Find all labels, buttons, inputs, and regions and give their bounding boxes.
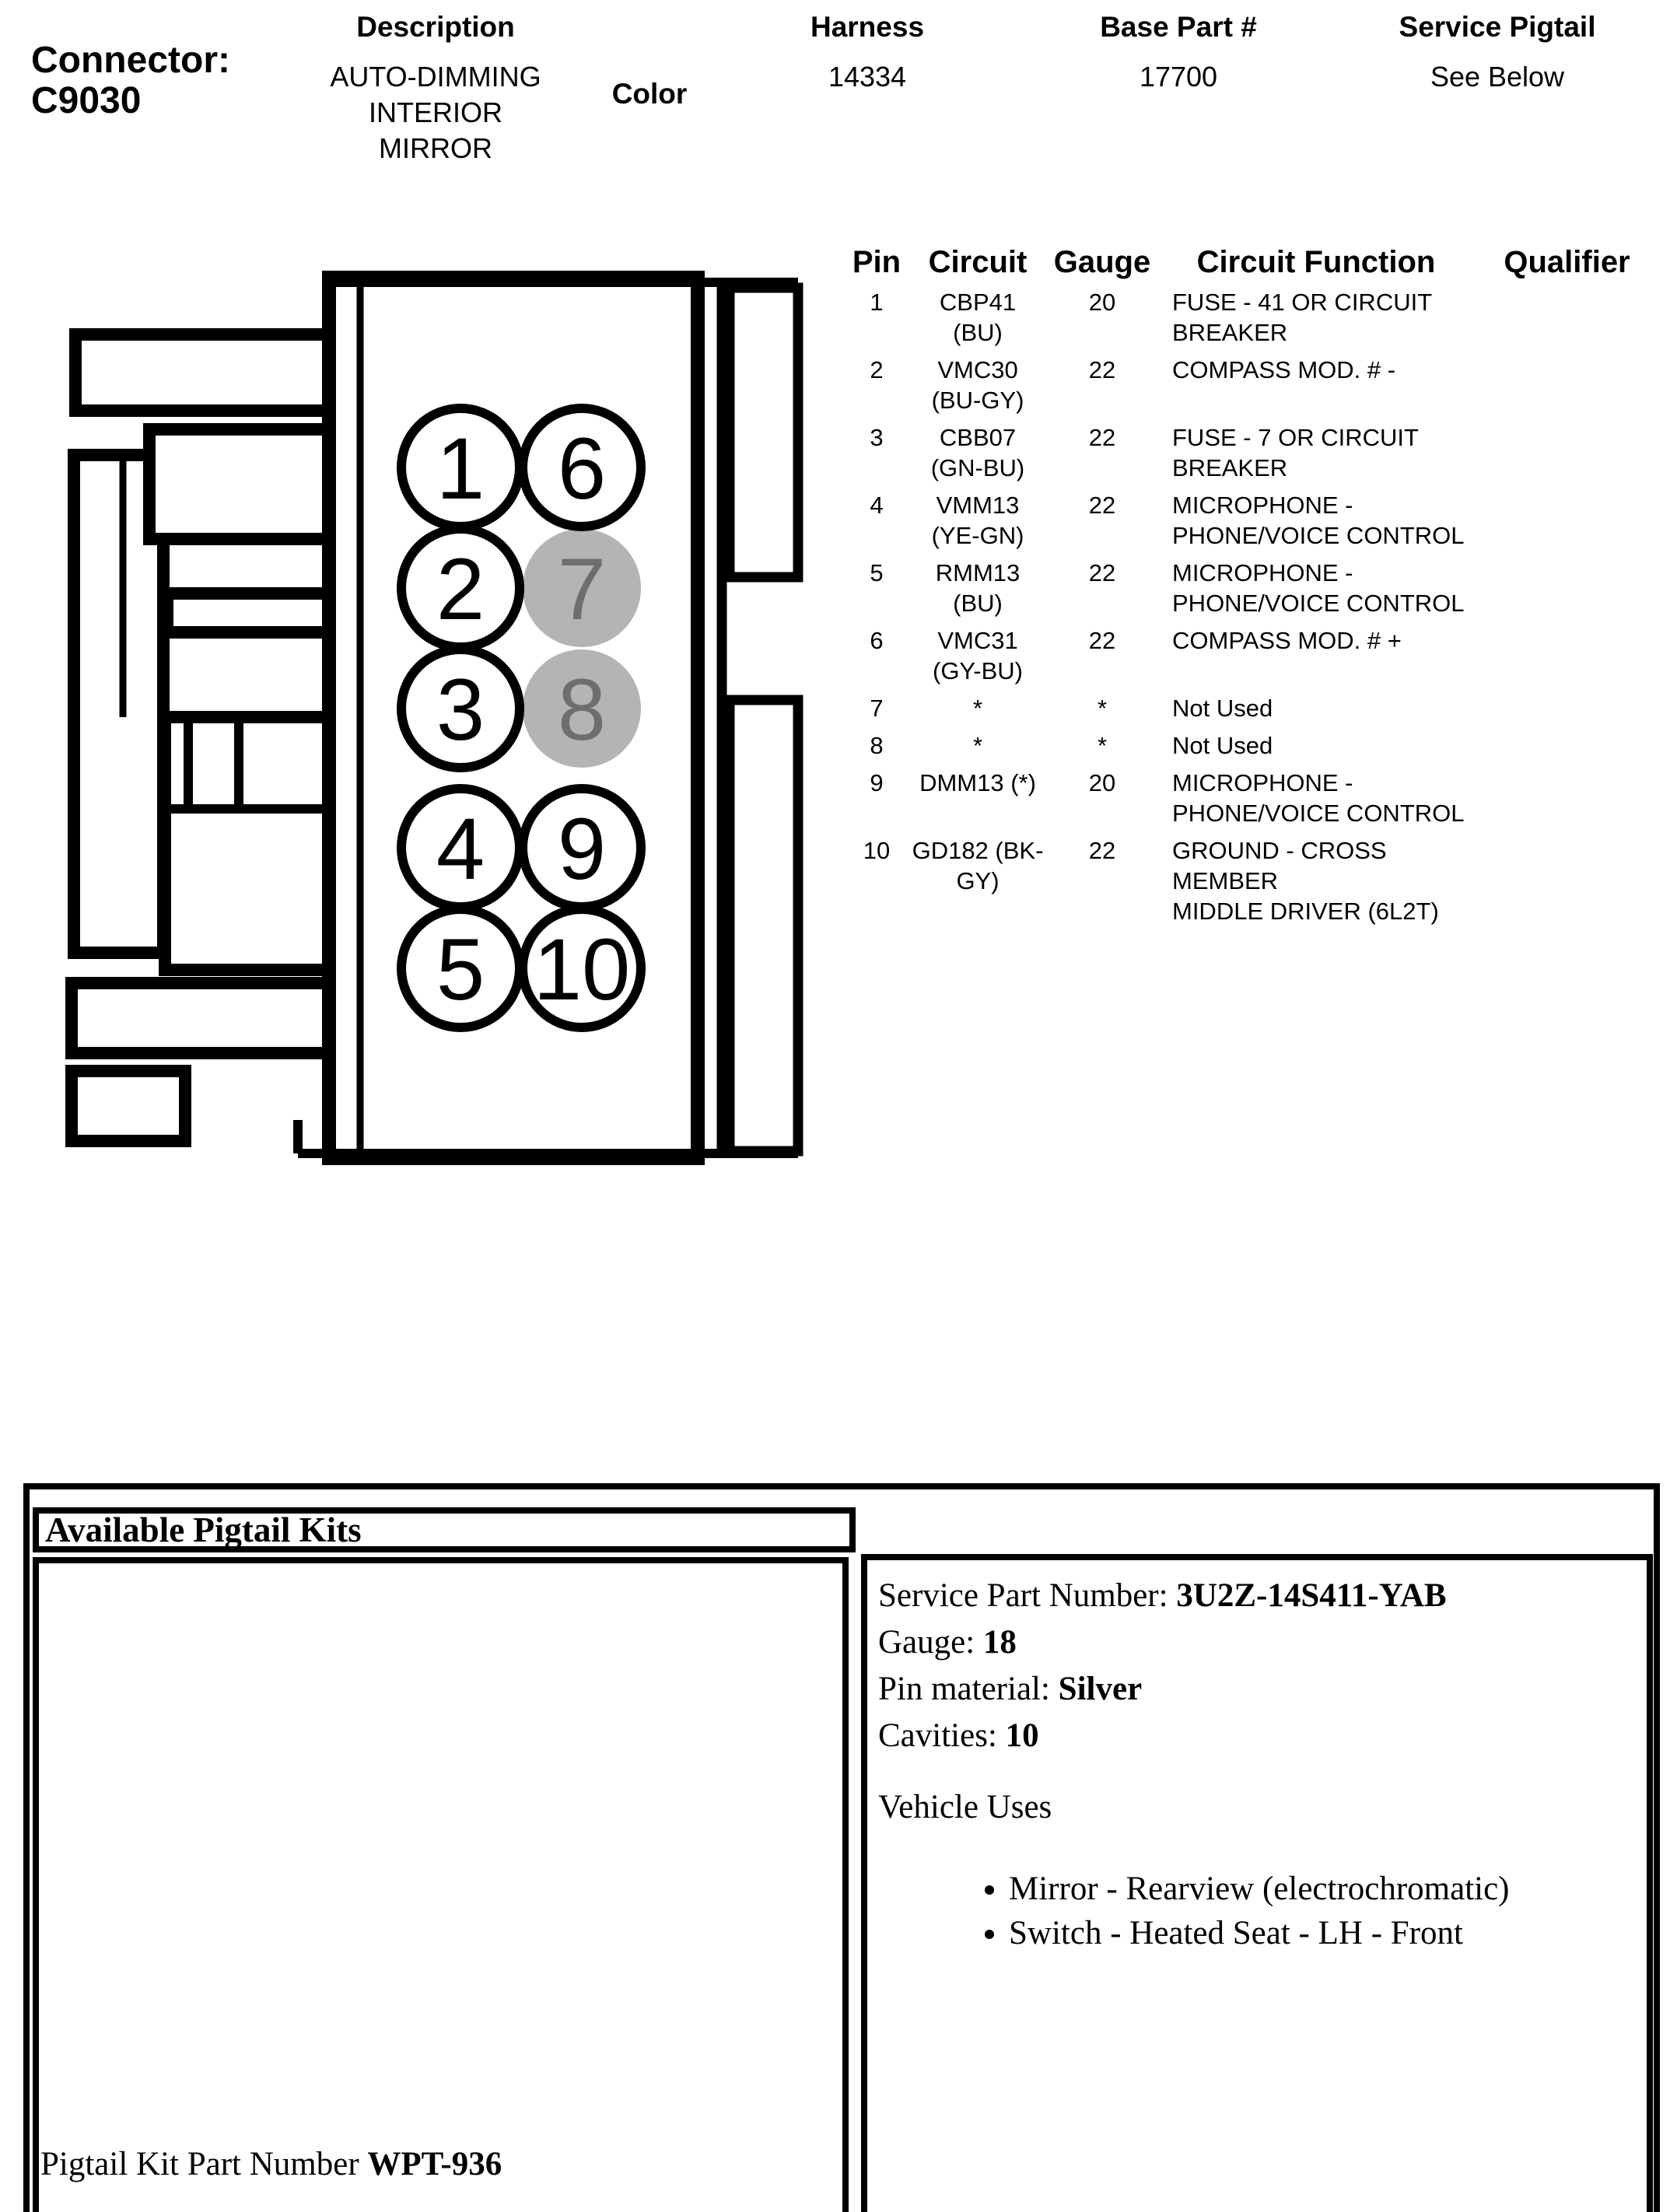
value-line: 14334 [828, 61, 907, 93]
table-cell: CBB07 (GN-BU) [930, 424, 1025, 481]
table-cell: MICROPHONE - PHONE/VOICE CONTROL [1172, 559, 1465, 617]
service-part-number-value: 3U2Z-14S411-YAB [1176, 1577, 1447, 1614]
table-cell: VMC31 (GY-BU) [933, 627, 1023, 684]
table-cell: FUSE - 7 OR CIRCUIT BREAKER [1172, 424, 1419, 481]
harness-label: Harness [810, 11, 925, 43]
table-row [849, 422, 1661, 483]
header-col-description [288, 11, 583, 166]
col-header-qualifier: Qualifier [1504, 245, 1630, 279]
housing-tab-bottom-wide [72, 983, 329, 1053]
service-pigtail-label: Service Pigtail [1399, 11, 1596, 43]
service-part-number-line [878, 1573, 1647, 1619]
table-row [849, 355, 1661, 415]
housing-tab-top [75, 334, 329, 411]
pin-number: 2 [436, 541, 485, 638]
pin-number: 8 [557, 661, 607, 758]
pigtail-kit-box [33, 1557, 849, 2212]
table-cell: 22 [1088, 627, 1116, 654]
table-cell: 22 [1088, 424, 1116, 451]
table-cell: 8 [870, 732, 884, 759]
table-cell: 20 [1088, 289, 1116, 316]
pin-number: 7 [557, 541, 607, 638]
table-row [849, 490, 1661, 551]
table-cell: * [1097, 695, 1108, 722]
housing-lock-bottom [730, 700, 798, 1151]
table-cell: DMM13 (*) [919, 769, 1036, 796]
table-row [849, 558, 1661, 618]
value-line: INTERIOR [368, 96, 502, 128]
kit-part-number-line [40, 2145, 502, 2183]
pin-number: 5 [436, 921, 485, 1018]
table-cell: MICROPHONE - PHONE/VOICE CONTROL [1172, 769, 1465, 827]
table-cell: VMC30 (BU-GY) [931, 356, 1024, 414]
value-line: MIRROR [379, 132, 492, 164]
table-cell: COMPASS MOD. # + [1172, 627, 1402, 654]
cavities-line [878, 1713, 1647, 1759]
color-label: Color [611, 78, 688, 110]
service-pigtail-value [1377, 59, 1618, 95]
table-cell: Not Used [1172, 695, 1273, 722]
table-cell: RMM13 (BU) [935, 559, 1021, 617]
header-col-base-part [1066, 11, 1291, 95]
vehicle-uses-title: Vehicle Uses [878, 1789, 1052, 1825]
connector-label: Connector: [31, 40, 230, 81]
table-cell: MICROPHONE - PHONE/VOICE CONTROL [1172, 492, 1465, 549]
table-row [849, 693, 1661, 723]
vehicle-use-item: • Mirror - Rearview (electrochromatic) [1009, 1867, 1647, 1911]
table-cell: 6 [870, 627, 884, 654]
gauge-label: Gauge: [878, 1624, 983, 1661]
kit-part-number: WPT-936 [367, 2146, 502, 2182]
table-cell: 22 [1088, 492, 1116, 519]
pin-number: 1 [436, 420, 485, 517]
table-row [849, 730, 1661, 761]
table-cell: 22 [1088, 356, 1116, 383]
housing-tab-second [149, 429, 329, 539]
pin-table [849, 244, 1661, 926]
table-cell: * [972, 695, 983, 722]
table-row [849, 625, 1661, 686]
pin-number: 10 [533, 921, 631, 1018]
col-header-circuit: Circuit [928, 245, 1028, 279]
table-cell: 7 [870, 695, 884, 722]
table-cell: 22 [1088, 837, 1116, 864]
table-cell: Not Used [1172, 732, 1273, 759]
pin-number: 4 [436, 800, 485, 898]
table-row [849, 768, 1661, 828]
table-cell: COMPASS MOD. # - [1172, 356, 1396, 383]
kit-part-label: Pigtail Kit Part Number [40, 2146, 368, 2182]
vehicle-use-item: • Switch - Heated Seat - LH - Front [1009, 1911, 1647, 1955]
base-part-value [1066, 59, 1291, 95]
pin-number: 9 [557, 800, 607, 898]
table-cell: 3 [870, 424, 884, 451]
header-col-harness [766, 11, 968, 95]
table-cell: 22 [1088, 559, 1116, 586]
pin-number: 3 [436, 661, 485, 758]
available-pigtail-kits-box [33, 1507, 856, 1552]
connector-title [31, 40, 230, 121]
connector-diagram [62, 264, 809, 1167]
col-header-pin: Pin [852, 245, 902, 279]
table-cell: 4 [870, 492, 884, 519]
value-line: AUTO-DIMMING [330, 61, 541, 93]
table-cell: GROUND - CROSS MEMBER MIDDLE DRIVER (6L2T) [1172, 837, 1439, 925]
harness-value [766, 59, 968, 95]
header-col-service-pigtail [1377, 11, 1618, 95]
pin-table-body [849, 287, 1661, 926]
header-col-color [587, 78, 712, 110]
housing-tab-bottom-small [72, 1071, 185, 1141]
cavities-value: 10 [1005, 1717, 1039, 1754]
table-cell: * [972, 732, 983, 759]
table-row [849, 835, 1661, 926]
table-cell: 20 [1088, 769, 1116, 796]
pin-number: 6 [557, 420, 607, 517]
pin-material-line [878, 1666, 1647, 1713]
table-cell: CBP41 (BU) [939, 289, 1017, 346]
gauge-value: 18 [982, 1624, 1017, 1661]
connector-id: C9030 [31, 80, 142, 121]
description-label: Description [356, 11, 515, 43]
gauge-line [878, 1619, 1647, 1666]
pin-material-value: Silver [1058, 1671, 1143, 1707]
table-cell: * [1097, 732, 1108, 759]
table-cell: 10 [863, 837, 891, 864]
table-cell: 1 [870, 289, 884, 316]
service-part-box [861, 1554, 1653, 2212]
table-row [849, 287, 1661, 348]
pin-material-label: Pin material: [878, 1671, 1059, 1707]
base-part-label: Base Part # [1100, 11, 1257, 43]
pin-table-header [849, 244, 1661, 280]
cavities-label: Cavities: [878, 1717, 1006, 1754]
table-cell: 2 [870, 356, 884, 383]
available-pigtail-kits-title: Available Pigtail Kits [45, 1510, 362, 1549]
vehicle-uses-list [878, 1867, 1647, 1955]
table-cell: 5 [870, 559, 884, 586]
description-value [288, 59, 583, 166]
table-cell: 9 [870, 769, 884, 796]
col-header-function: Circuit Function [1196, 245, 1436, 279]
service-part-number-label: Service Part Number: [878, 1577, 1177, 1614]
housing-lock-top [730, 288, 798, 577]
value-line: See Below [1430, 61, 1565, 93]
table-cell: FUSE - 41 OR CIRCUIT BREAKER [1172, 289, 1433, 346]
value-line: 17700 [1139, 61, 1218, 93]
table-cell: VMM13 (YE-GN) [931, 492, 1024, 549]
table-cell: GD182 (BK- GY) [912, 837, 1044, 894]
col-header-gauge: Gauge [1053, 245, 1151, 279]
